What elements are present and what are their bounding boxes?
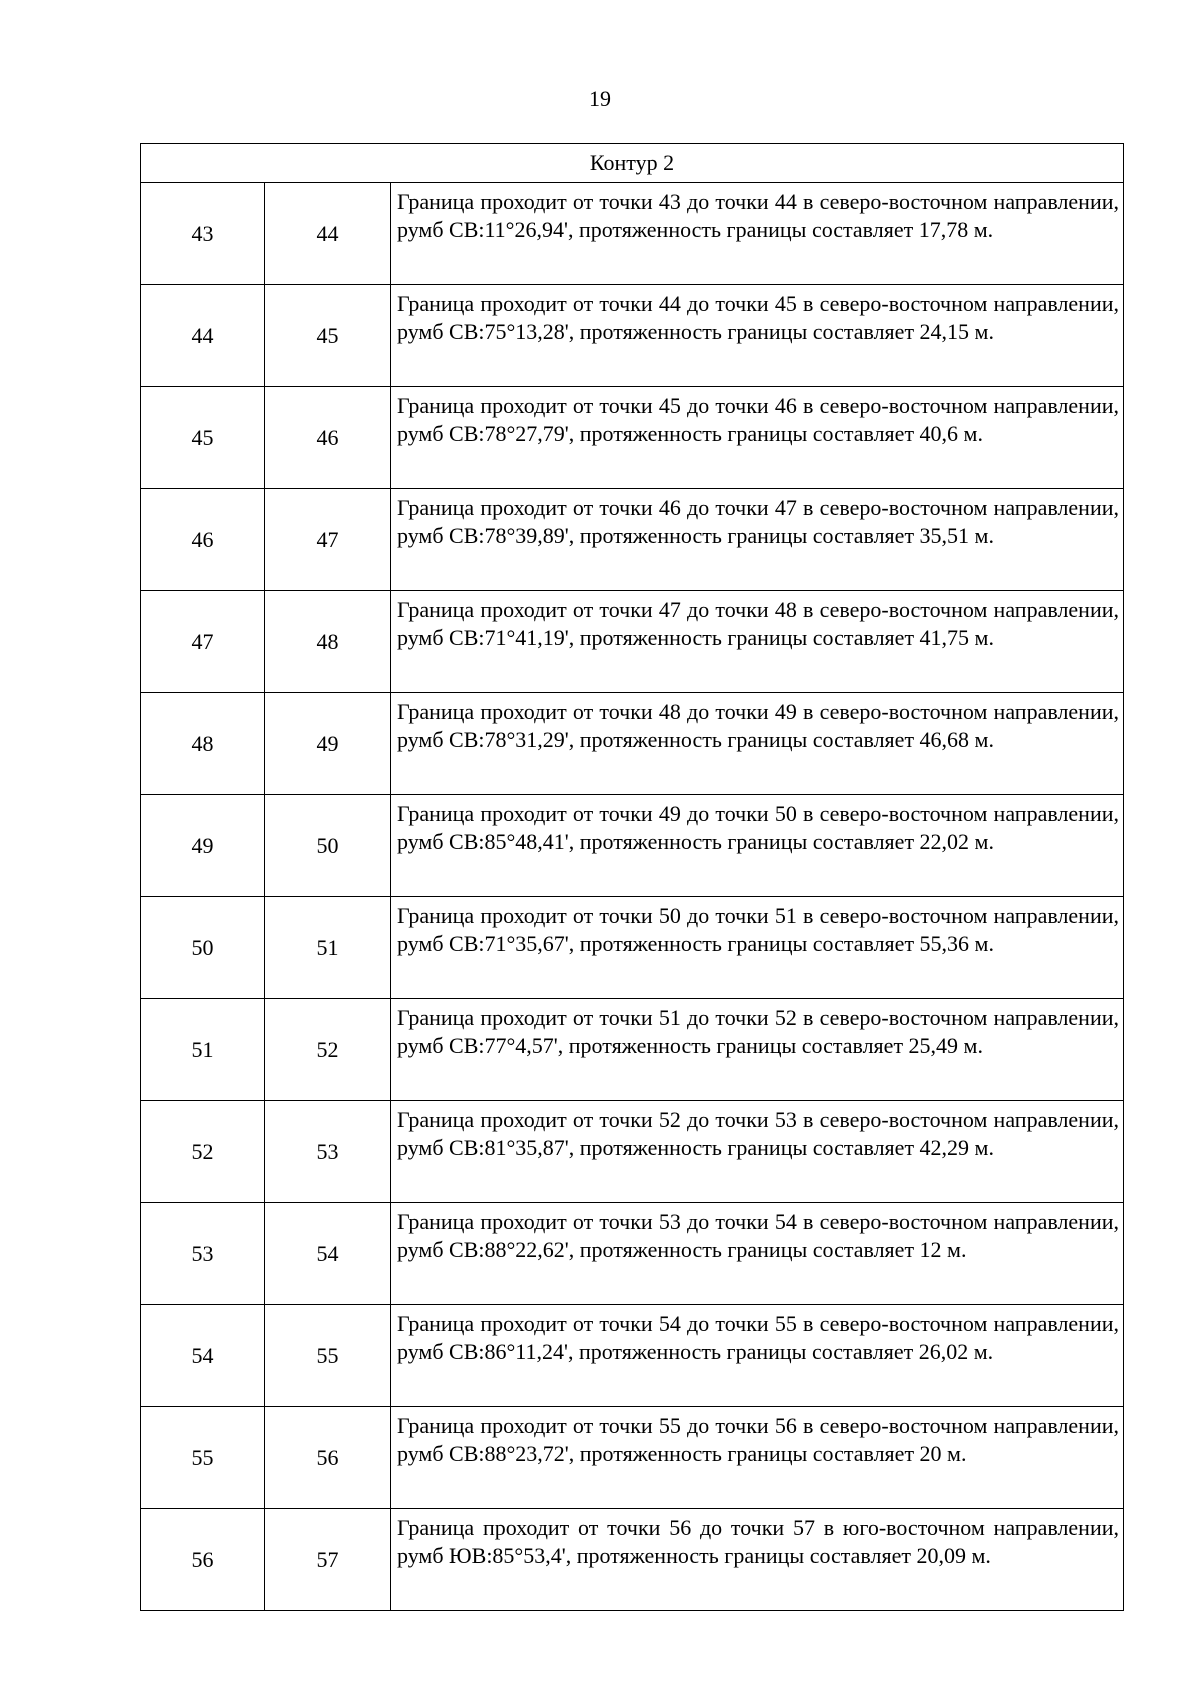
table-row [141,285,1124,387]
point-to-cell: 53 [265,1101,391,1203]
point-to-cell: 54 [265,1203,391,1305]
point-from-cell: 43 [141,183,265,285]
page-number: 19 [589,86,611,111]
boundary-table [140,143,1124,1611]
point-to-cell: 47 [265,489,391,591]
table-row [141,489,1124,591]
point-to-cell: 57 [265,1509,391,1611]
point-to-cell: 49 [265,693,391,795]
boundary-description-cell: Граница проходит от точки 44 до точки 45 в северо-восточном направлении, румб СВ:75°13,28', протяженность границы составляет 24,15 м. [391,285,1124,387]
point-to-cell: 46 [265,387,391,489]
table-row [141,1305,1124,1407]
point-from-cell: 48 [141,693,265,795]
point-from-cell: 47 [141,591,265,693]
point-from-cell: 44 [141,285,265,387]
point-to-cell: 48 [265,591,391,693]
point-from-cell: 56 [141,1509,265,1611]
point-from-cell: 45 [141,387,265,489]
boundary-description-cell: Граница проходит от точки 54 до точки 55 в северо-восточном направлении, румб СВ:86°11,24', протяженность границы составляет 26,02 м. [391,1305,1124,1407]
boundary-description-cell: Граница проходит от точки 53 до точки 54 в северо-восточном направлении, румб СВ:88°22,62', протяженность границы составляет 12 м. [391,1203,1124,1305]
table-row [141,999,1124,1101]
table-row [141,387,1124,489]
point-from-cell: 52 [141,1101,265,1203]
table-row [141,591,1124,693]
point-from-cell: 50 [141,897,265,999]
point-from-cell: 51 [141,999,265,1101]
boundary-description-cell: Граница проходит от точки 51 до точки 52 в северо-восточном направлении, румб СВ:77°4,57', протяженность границы составляет 25,49 м. [391,999,1124,1101]
point-to-cell: 50 [265,795,391,897]
boundary-description-cell: Граница проходит от точки 47 до точки 48 в северо-восточном направлении, румб СВ:71°41,19', протяженность границы составляет 41,75 м. [391,591,1124,693]
table-row [141,183,1124,285]
boundary-description-cell: Граница проходит от точки 55 до точки 56 в северо-восточном направлении, румб СВ:88°23,72', протяженность границы составляет 20 м. [391,1407,1124,1509]
table-row [141,1203,1124,1305]
point-from-cell: 49 [141,795,265,897]
boundary-description-cell: Граница проходит от точки 56 до точки 57 в юго-восточном направлении, румб ЮВ:85°53,4', протяженность границы составляет 20,09 м. [391,1509,1124,1611]
table-row [141,1101,1124,1203]
boundary-description-cell: Граница проходит от точки 45 до точки 46 в северо-восточном направлении, румб СВ:78°27,79', протяженность границы составляет 40,6 м. [391,387,1124,489]
table-row [141,693,1124,795]
point-to-cell: 55 [265,1305,391,1407]
boundary-description-cell: Граница проходит от точки 46 до точки 47 в северо-восточном направлении, румб СВ:78°39,89', протяженность границы составляет 35,51 м. [391,489,1124,591]
point-to-cell: 44 [265,183,391,285]
boundary-description-cell: Граница проходит от точки 49 до точки 50 в северо-восточном направлении, румб СВ:85°48,41', протяженность границы составляет 22,02 м. [391,795,1124,897]
table-body [141,144,1124,1611]
point-to-cell: 52 [265,999,391,1101]
boundary-description-cell: Граница проходит от точки 48 до точки 49 в северо-восточном направлении, румб СВ:78°31,29', протяженность границы составляет 46,68 м. [391,693,1124,795]
boundary-description-cell: Граница проходит от точки 50 до точки 51 в северо-восточном направлении, румб СВ:71°35,67', протяженность границы составляет 55,36 м. [391,897,1124,999]
point-to-cell: 56 [265,1407,391,1509]
table-row [141,795,1124,897]
point-from-cell: 53 [141,1203,265,1305]
point-from-cell: 54 [141,1305,265,1407]
table-row [141,897,1124,999]
boundary-description-cell: Граница проходит от точки 43 до точки 44 в северо-восточном направлении, румб СВ:11°26,94', протяженность границы составляет 17,78 м. [391,183,1124,285]
boundary-description-cell: Граница проходит от точки 52 до точки 53 в северо-восточном направлении, румб СВ:81°35,87', протяженность границы составляет 42,29 м. [391,1101,1124,1203]
table-row [141,1407,1124,1509]
table-row [141,1509,1124,1611]
contour-header: Контур 2 [141,144,1124,183]
point-to-cell: 51 [265,897,391,999]
point-from-cell: 46 [141,489,265,591]
point-to-cell: 45 [265,285,391,387]
point-from-cell: 55 [141,1407,265,1509]
table-header-row [141,144,1124,183]
